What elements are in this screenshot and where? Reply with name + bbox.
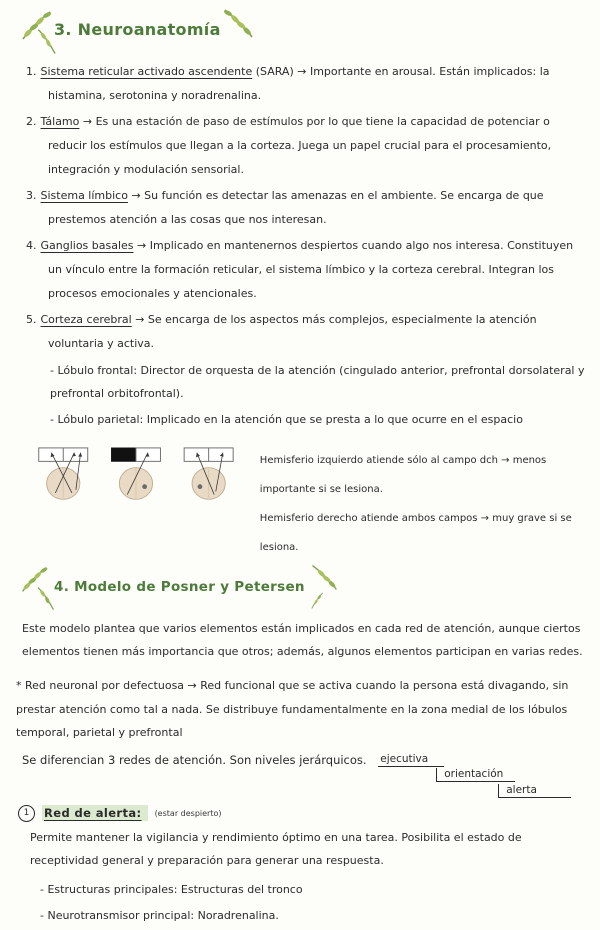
attention-networks-line (22, 753, 586, 801)
list-item (26, 60, 586, 107)
leaf-decoration-icon (32, 27, 62, 57)
list-item (26, 184, 586, 231)
figure-caption: Hemisferio izquierdo atiende sólo al campo dch → menos importante si se lesiona. (259, 454, 547, 495)
sub-list-item: - Lóbulo frontal: Director de orquesta de la atención (cingulado anterior, prefrontal dorsolateral y prefrontal orbitofrontal). (50, 363, 585, 401)
item-term: Ganglios basales (40, 239, 134, 253)
networks-sentence: Se diferencian 3 redes de atención. Son niveles jerárquicos. (22, 752, 367, 767)
sub-list-item: - Lóbulo parietal: Implicado en la atención que se presta a lo que ocurre en el espacio (50, 412, 523, 426)
item-term: Corteza cerebral (40, 313, 132, 327)
hierarchy-level-orientacion: orientación (436, 768, 515, 782)
item-text: → Se encarga de los aspectos más complejos, especialmente la atención voluntaria y activa. (48, 313, 537, 351)
alert-network-note: (estar despierto) (154, 808, 222, 818)
leaf-decoration-icon (32, 585, 60, 613)
item-term: Tálamo (40, 115, 80, 129)
list-item (26, 234, 586, 305)
alert-bullets (40, 877, 586, 930)
section-title: 4. Modelo de Posner y Petersen (54, 578, 305, 595)
item-number: 4. (26, 239, 37, 253)
section-heading-posner (20, 566, 335, 603)
item-term: Sistema límbico (40, 189, 128, 203)
item-text: → Implicado en mantenernos despiertos cuando algo nos interesa. Constituyen un vínculo entre la formación reticular, el sistema límbico y la corteza cerebral. Integran los procesos emocionales y atencionales. (48, 239, 574, 300)
hemifield-brain-diagram (34, 438, 246, 510)
leaf-decoration-icon (309, 562, 339, 592)
item-text: (SARA) → Importante en arousal. Están implicados: la histamina, serotonina y noradrenalina. (48, 65, 550, 102)
item-text: → Es una estación de paso de estímulos por lo que tiene la capacidad de potenciar o reducir los estímulos que llegan a la corteza. Juega un papel crucial para el procesamiento, integración y modulación sensorial. (48, 115, 552, 176)
hierarchy-diagram (378, 753, 568, 801)
hierarchy-level-alerta: alerta (498, 784, 571, 798)
item-number: 3. (26, 189, 37, 203)
figure-captions (260, 438, 586, 562)
list-item (26, 110, 586, 181)
alert-description: Permite mantener la vigilancia y rendimiento óptimo en una tarea. Posibilita el estado de receptividad general y preparación para generar una respuesta. (30, 830, 522, 868)
bullet-item: - Estructuras principales: Estructuras del tronco (40, 883, 303, 897)
item-number: 2. (26, 115, 37, 129)
section-heading-neuroanatomia (20, 10, 251, 47)
list-item (26, 308, 586, 355)
hemifield-figure (34, 438, 586, 562)
item-text: → Su función es detectar las amenazas en el ambiente. Se encarga de que prestemos atención a las cosas que nos interesan. (48, 189, 544, 226)
item-number: 5. (26, 313, 37, 327)
page-title: 3. Neuroanatomía (54, 20, 221, 39)
hierarchy-level-ejecutiva: ejecutiva (378, 753, 444, 767)
leaf-decoration-icon (221, 6, 255, 40)
figure-caption: Hemisferio derecho atiende ambos campos → muy grave si se lesiona. (259, 512, 572, 553)
circled-number: 1 (18, 805, 35, 822)
intro-paragraph: Este modelo plantea que varios elementos están implicados en cada red de atención, aunque ciertos elementos tienen más importancia que otros; además, algunos elementos participan en varias redes. (22, 621, 583, 659)
item-number: 1. (26, 65, 37, 78)
alert-network-label: Red de alerta: (42, 805, 148, 821)
alert-network-heading (18, 805, 586, 822)
item-term: Sistema reticular activado ascendente (40, 65, 253, 78)
default-network-note: * Red neuronal por defectuosa → Red funcional que se activa cuando la persona está divagando, sin prestar atención como tal a nada. Se distribuye fundamentalmente en la zona medial de los lóbulos temporal, parietal y prefrontal (16, 678, 569, 740)
bullet-item: - Neurotransmisor principal: Noradrenalina. (40, 909, 279, 923)
leaf-decoration-icon (307, 591, 326, 610)
